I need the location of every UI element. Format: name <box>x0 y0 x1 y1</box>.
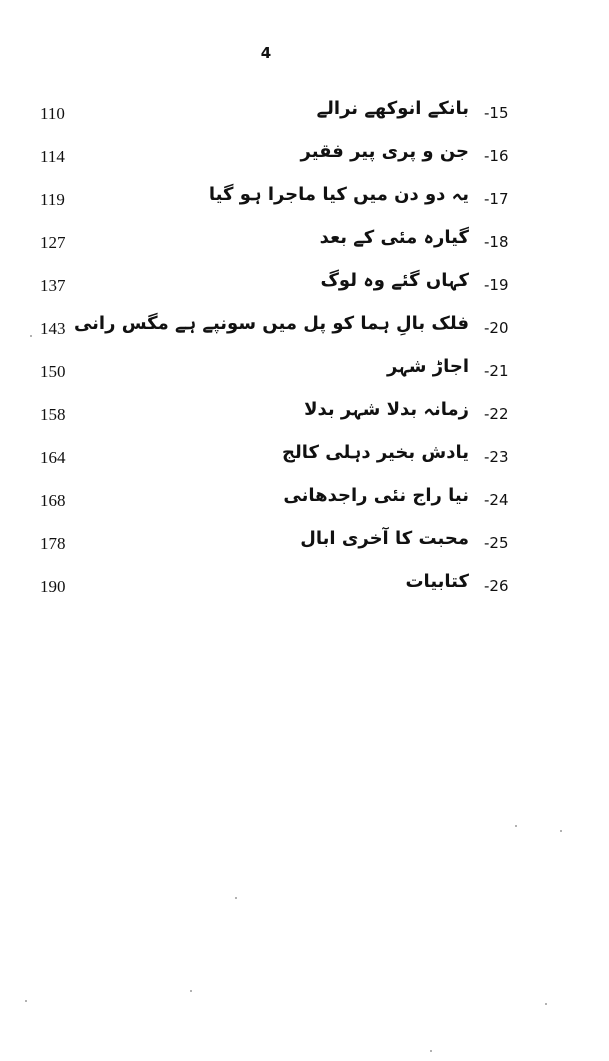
toc-entry-25 <box>0 526 609 569</box>
toc-entry-number: -23 <box>484 448 509 466</box>
toc-entry-17 <box>0 182 609 225</box>
toc-title: کہاں گئے وہ لوگ <box>320 270 469 291</box>
toc-entry-19 <box>0 268 609 311</box>
toc-page-number: 190 <box>40 577 66 596</box>
toc-entry-number: -19 <box>484 276 509 294</box>
table-of-contents <box>0 96 609 612</box>
scan-speck <box>430 1050 432 1052</box>
toc-entry-number: -21 <box>484 362 509 380</box>
scan-speck <box>515 825 517 827</box>
toc-page-number: 110 <box>40 104 65 123</box>
toc-entry-number: -18 <box>484 233 509 251</box>
toc-entry-number: -15 <box>484 104 509 122</box>
scan-speck <box>235 897 237 899</box>
toc-entry-number: -26 <box>484 577 509 595</box>
toc-page-number: 168 <box>40 491 66 510</box>
toc-page-number: 127 <box>40 233 66 252</box>
scan-speck <box>190 990 192 992</box>
toc-entry-number: -17 <box>484 190 509 208</box>
toc-page-number: 164 <box>40 448 66 467</box>
scan-speck <box>30 335 32 337</box>
toc-entry-22 <box>0 397 609 440</box>
toc-page-number: 178 <box>40 534 66 553</box>
toc-entry-21 <box>0 354 609 397</box>
toc-title: کتابیات <box>405 571 469 592</box>
toc-page-number: 137 <box>40 276 66 295</box>
toc-title: فلک بالِ ہما کو پل میں سونپے ہے مگس رانی <box>73 313 469 334</box>
toc-title: محبت کا آخری ابال <box>300 528 469 549</box>
toc-page-number: 143 <box>40 319 66 338</box>
toc-title: جن و پری پیر فقیر <box>300 141 469 162</box>
toc-entry-number: -22 <box>484 405 509 423</box>
toc-title: یہ دو دن میں کیا ماجرا ہو گیا <box>208 184 469 205</box>
toc-entry-number: -24 <box>484 491 509 509</box>
toc-page-number: 150 <box>40 362 66 381</box>
toc-entry-number: -25 <box>484 534 509 552</box>
toc-title: اجاڑ شہر <box>387 356 469 377</box>
toc-entry-number: -20 <box>484 319 509 337</box>
toc-entry-23 <box>0 440 609 483</box>
toc-entry-18 <box>0 225 609 268</box>
toc-title: بانکے انوکھے نرالے <box>316 98 469 119</box>
toc-title: یادش بخیر دہلی کالج <box>282 442 469 463</box>
toc-page-number: 119 <box>40 190 65 209</box>
toc-page-number: 158 <box>40 405 66 424</box>
toc-entry-24 <box>0 483 609 526</box>
toc-entry-26 <box>0 569 609 612</box>
page-number: 4 <box>260 44 272 62</box>
toc-page-number: 114 <box>40 147 65 166</box>
scan-speck <box>25 1000 27 1002</box>
toc-entry-20 <box>0 311 609 354</box>
toc-entry-15 <box>0 96 609 139</box>
toc-title: زمانہ بدلا شہر بدلا <box>304 399 469 420</box>
toc-entry-16 <box>0 139 609 182</box>
toc-title: نیا راج نئی راجدھانی <box>283 485 469 506</box>
scan-speck <box>560 830 562 832</box>
toc-title: گیارہ مئی کے بعد <box>319 227 469 248</box>
toc-entry-number: -16 <box>484 147 509 165</box>
scan-speck <box>545 1003 547 1005</box>
